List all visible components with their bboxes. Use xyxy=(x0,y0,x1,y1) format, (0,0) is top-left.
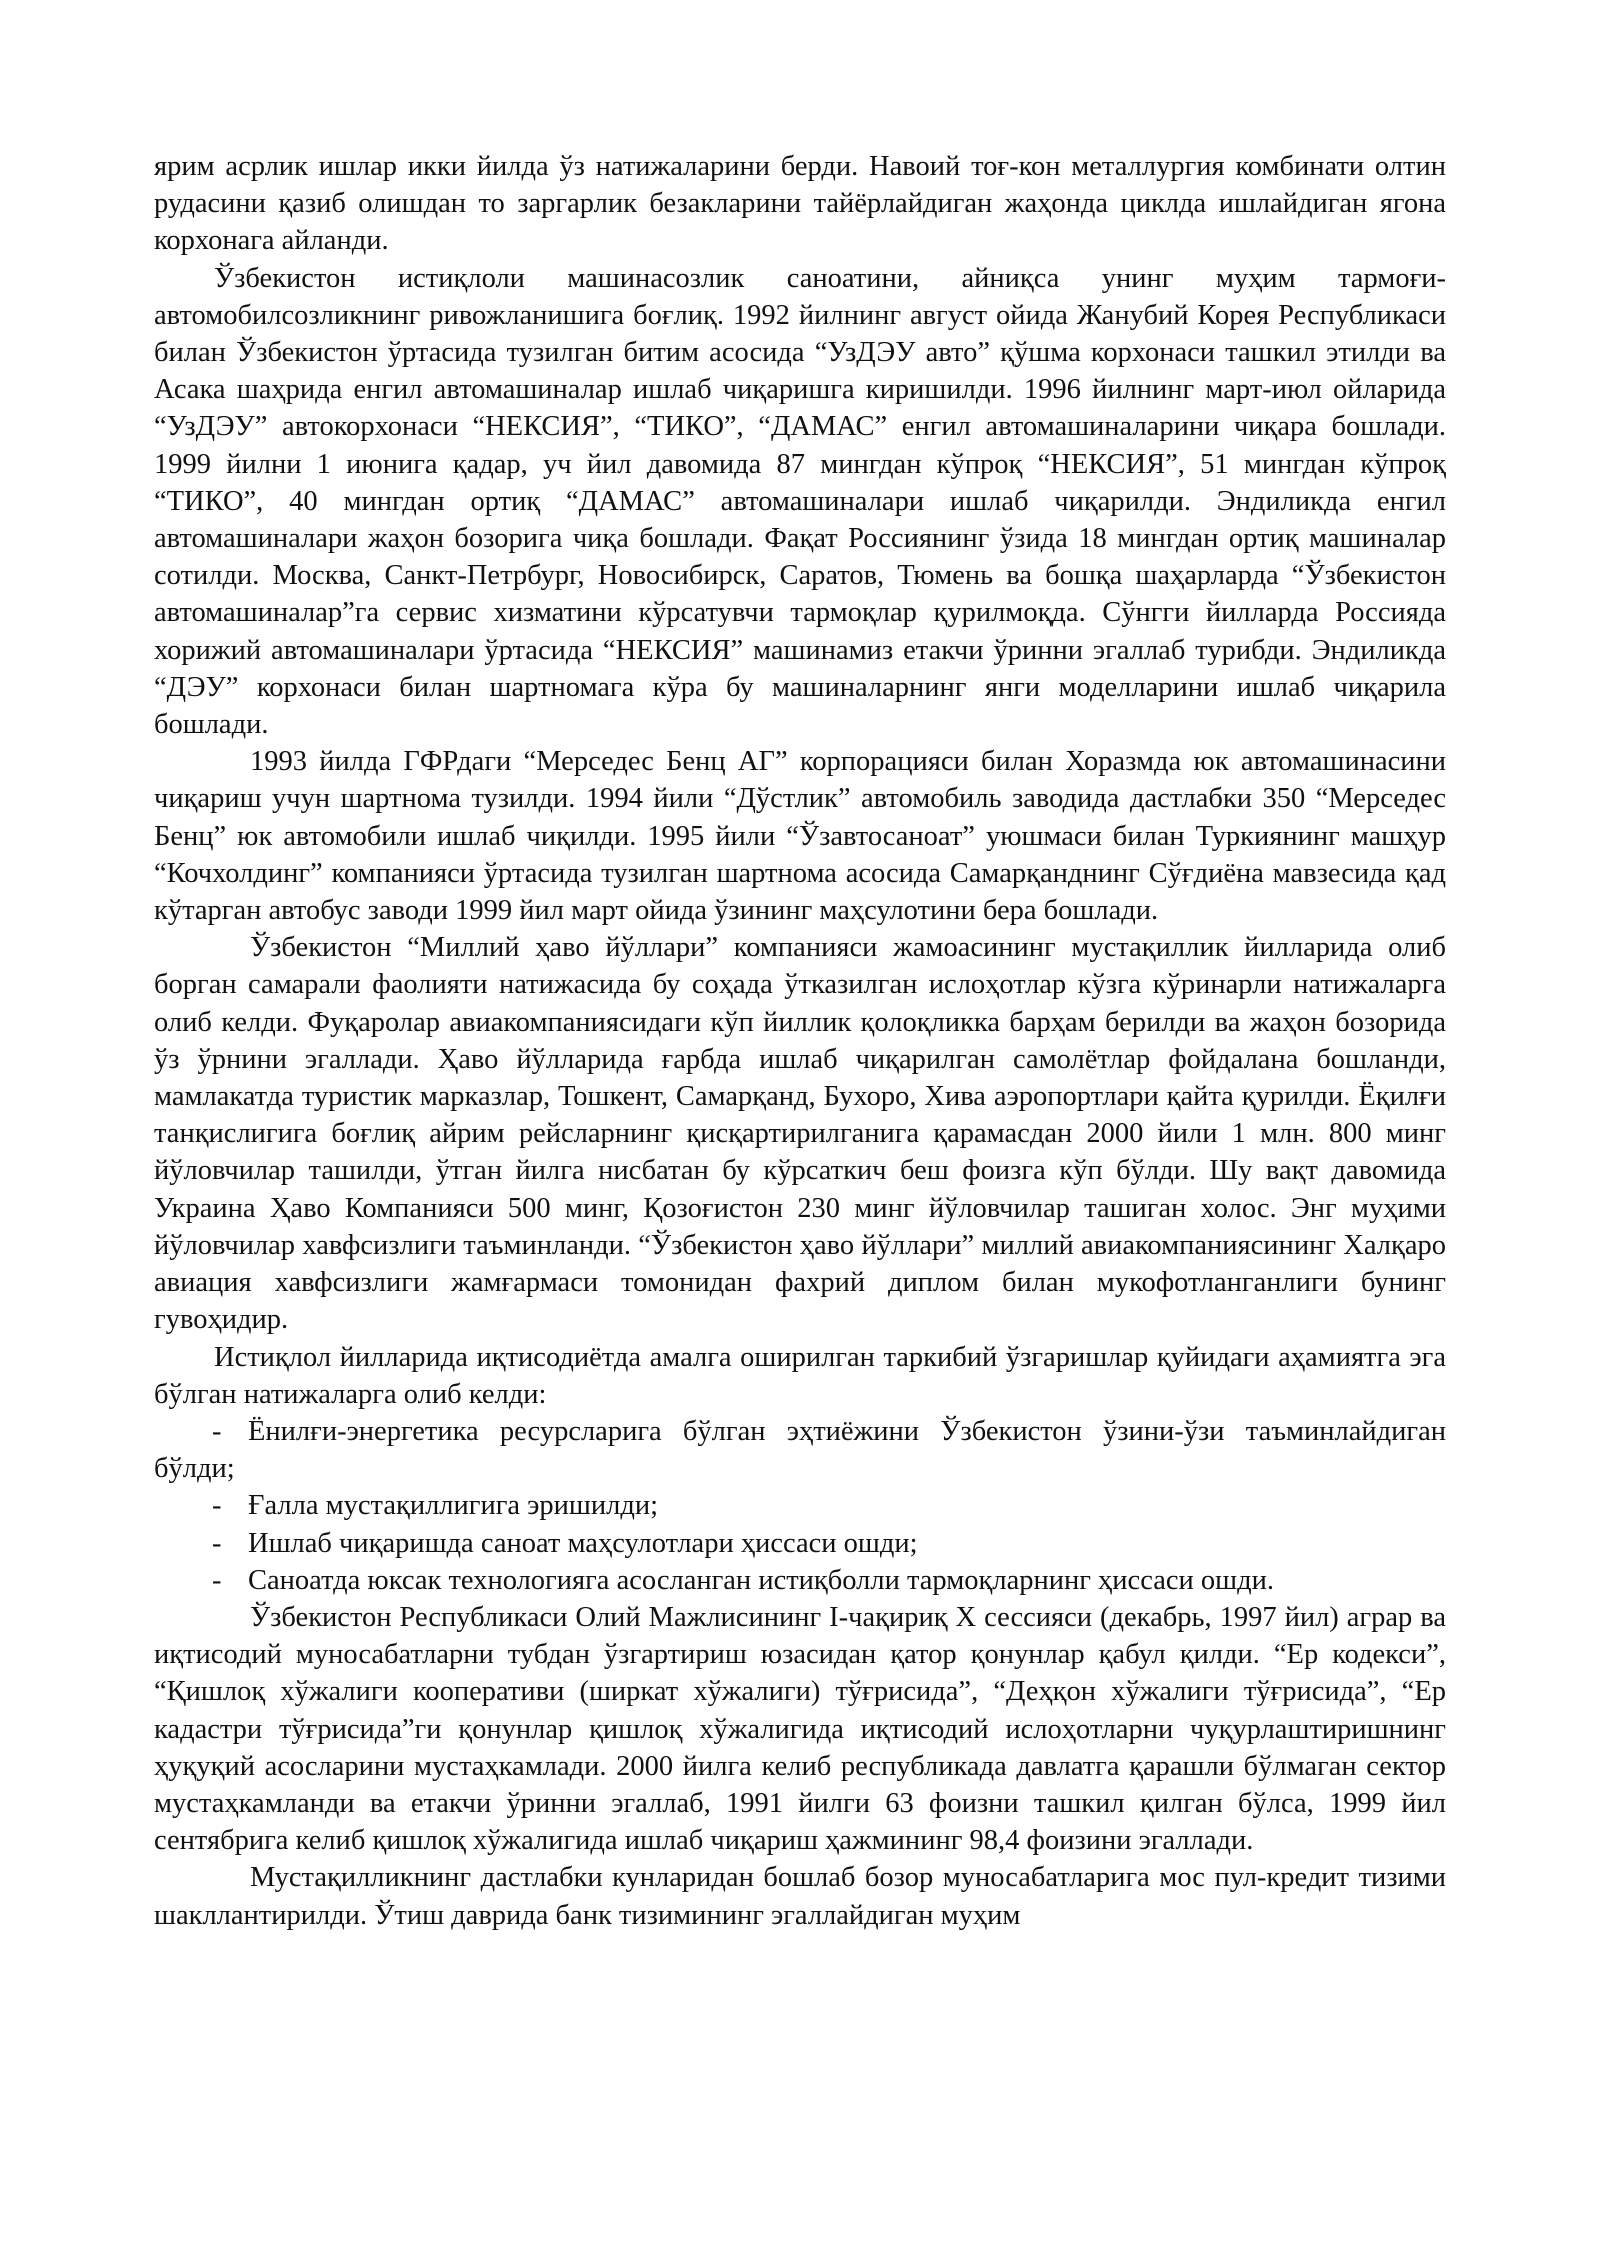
document-page xyxy=(154,148,1446,1934)
paragraph-credit-system: Мустақилликнинг дастлабки кунларидан бошлаб бозор муносабатларига мос пул-кредит тизими шакллантирилди. Ўтиш даврида банк тизимининг эгаллайдиган муҳим xyxy=(154,1862,1446,1931)
list-item-text: Ёнилғи-энергетика ресурсларига бўлган эҳтиёжини Ўзбекистон ўзини-ўзи таъминлайдиган бўлди; xyxy=(154,1415,1446,1485)
list-item xyxy=(154,1487,1446,1524)
list-item-text: Саноатда юксак технологияга асосланган истиқболли тармоқларнинг ҳиссаси ошди. xyxy=(248,1564,1274,1596)
paragraph-mercedes-benz: 1993 йилда ГФРдаги “Мерседес Бенц АГ” корпорацияси билан Хоразмда юк автомашинасини чиқариш учун шартнома тузилди. 1994 йили “Дўстлик” автомобиль заводида дастлабки 350 “Мерседес Бенц” юк автомобили ишлаб чиқилди. 1995 йили “Ўзавтосаноат” уюшмаси билан Туркиянинг машҳур “Кочхолдинг” компанияси ўртасида тузилган шартнома асосида Самарқанднинг Сўғдиёна мавзесида қад кўтарган автобус заводи 1999 йил март ойида ўзининг маҳсулотини бера бошлади. xyxy=(154,746,1446,927)
paragraph-oliy-majlis-laws: Ўзбекистон Республикаси Олий Мажлисининг I-чақириқ X сессияси (декабрь, 1997 йил) аграр ва иқтисодий муносабатларни тубдан ўзгартириш юзасидан қатор қонунлар қабул қилди. “Ер кодекси”, “Қишлоқ хўжалиги кооперативи (ширкат хўжалиги) тўғрисида”, “Деҳқон хўжалиги тўғрисида”, “Ер кадастри тўғрисида”ги қонунлар қишлоқ хўжалигида иқтисодий ислоҳотларни чуқурлаштиришнинг ҳуқуқий асосларини мустаҳкамлади. 2000 йилга келиб республикада давлатга қарашли бўлмаган сектор мустаҳкамланди ва етакчи ўринни эгаллаб, 1991 йилги 63 фоизни ташкил қилган бўлса, 1999 йил сентябрига келиб қишлоқ хўжалигида ишлаб чиқариш ҳажмининг 98,4 фоизини эгаллади. xyxy=(154,1601,1446,1857)
list-dash: - xyxy=(212,1415,222,1447)
list-dash: - xyxy=(212,1490,222,1522)
list-dash: - xyxy=(212,1527,222,1559)
paragraph-national-airlines: Ўзбекистон “Миллий ҳаво йўллари” компанияси жамоасининг мустақиллик йилларида олиб борган самарали фаолияти натижасида бу соҳада ўтказилган ислоҳотлар кўзга кўринарли натижаларга олиб келди. Фуқаролар авиакомпаниясидаги кўп йиллик қолоқликка барҳам берилди ва жаҳон бозорида ўз ўрнини эгаллади. Ҳаво йўлларида ғарбда ишлаб чиқарилган самолётлар фойдалана бошланди, мамлакатда туристик марказлар, Тошкент, Самарқанд, Бухоро, Хива аэропортлари қайта қурилди. Ёқилғи танқислигига боғлиқ айрим рейсларнинг қисқартирилганига қарамасдан 2000 йили 1 млн. 800 минг йўловчилар ташилди, ўтган йилга нисбатан бу кўрсаткич беш фоизга кўп бўлди. Шу вақт давомида Украина Ҳаво Компанияси 500 минг, Қозоғистон 230 минг йўловчилар ташиган холос. Энг муҳими йўловчилар хавфсизлиги таъминланди. “Ўзбекистон ҳаво йўллари” миллий авиакомпаниясининг Халқаро авиация хавфсизлиги жамғармаси томонидан фахрий диплом билан мукофотланганлиги бунинг гувоҳидир. xyxy=(154,932,1446,1336)
list-item-text: Ишлаб чиқаришда саноат маҳсулотлари ҳиссаси ошди; xyxy=(248,1527,918,1559)
list-item xyxy=(154,1562,1446,1599)
results-list xyxy=(154,1413,1446,1599)
paragraph-automotive-industry: Ўзбекистон истиқлоли машинасозлик саноатини, айниқса унинг муҳим тармоғи-автомобилсозликнинг ривожланишига боғлиқ. 1992 йилнинг август ойида Жанубий Корея Республикаси билан Ўзбекистон ўртасида тузилган битим асосида “УзДЭУ авто” қўшма корхонаси ташкил этилди ва Асака шаҳрида енгил автомашиналар ишлаб чиқаришга киришилди. 1996 йилнинг март-июл ойларида “УзДЭУ” автокорхонаси “НЕКСИЯ”, “ТИКО”, “ДАМАС” енгил автомашиналарини чиқара бошлади. 1999 йилни 1 июнига қадар, уч йил давомида 87 мингдан кўпроқ “НЕКСИЯ”, 51 мингдан кўпроқ “ТИКО”, 40 мингдан ортиқ “ДАМАС” автомашиналари ишлаб чиқарилди. Эндиликда енгил автомашиналари жаҳон бозорига чиқа бошлади. Фақат Россиянинг ўзида 18 мингдан ортиқ машиналар сотилди. Москва, Санкт-Петрбург, Новосибирск, Саратов, Тюмень ва бошқа шаҳарларда “Ўзбекистон автомашиналар”га сервис хизматини кўрсатувчи тармоқлар қурилмоқда. Сўнгги йилларда Россияда хорижий автомашиналари ўртасида “НЕКСИЯ” машинамиз етакчи ўринни эгаллаб турибди. Эндиликда “ДЭУ” корхонаси билан шартномага кўра бу машиналарнинг янги моделларини ишлаб чиқарила бошлади. xyxy=(154,262,1446,741)
paragraph-navoi-combine: ярим асрлик ишлар икки йилда ўз натижаларини берди. Навоий тоғ-кон металлургия комбинати олтин рудасини қазиб олишдан то заргарлик безакларини тайёрлайдиган жаҳонда циклда ишлайдиган ягона корхонага айланди. xyxy=(154,151,1446,257)
list-dash: - xyxy=(212,1564,222,1596)
list-item xyxy=(154,1525,1446,1562)
paragraph-structural-changes: Истиқлол йилларида иқтисодиётда амалга оширилган таркибий ўзгаришлар қуйидаги аҳамиятга эга бўлган натижаларга олиб келди: xyxy=(154,1341,1446,1410)
list-item-text: Ғалла мустақиллигига эришилди; xyxy=(248,1490,659,1522)
list-item xyxy=(154,1413,1446,1487)
